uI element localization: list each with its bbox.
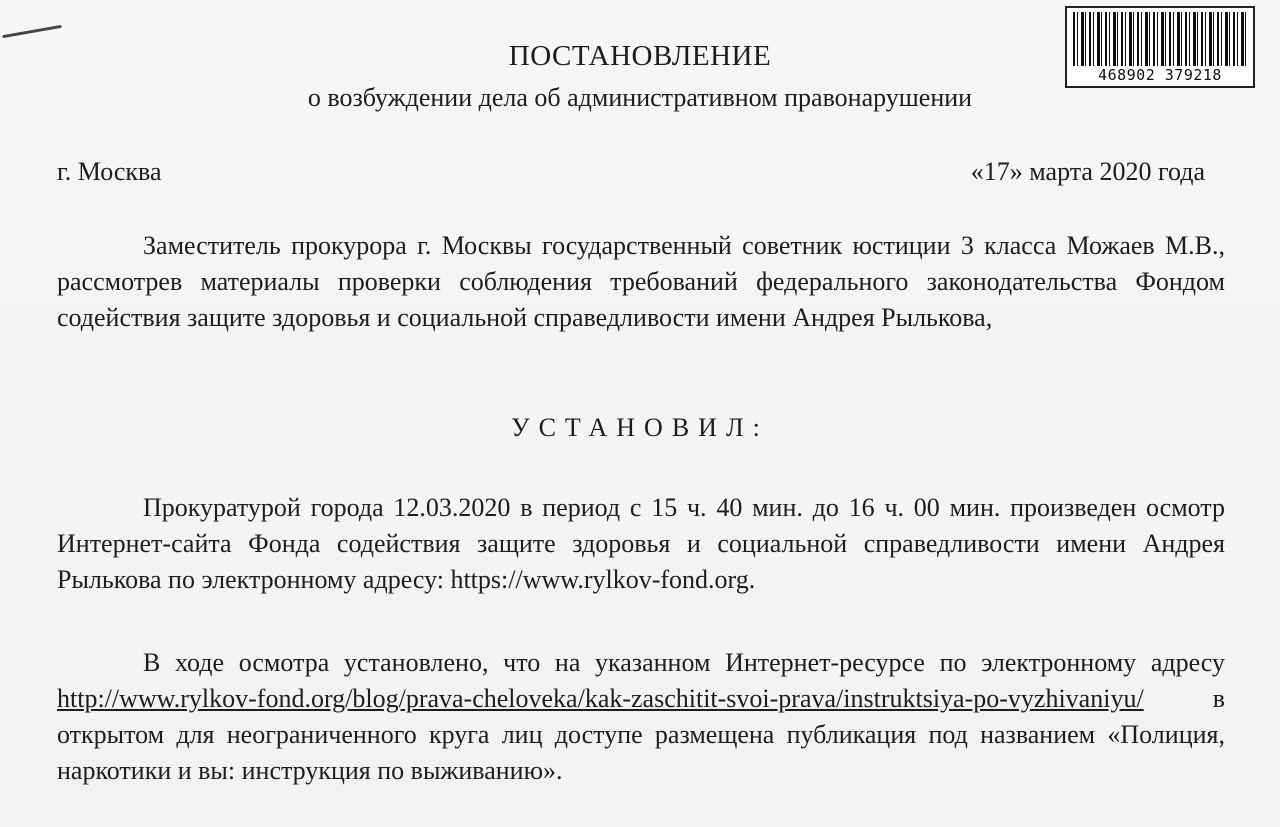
document-title: ПОСТАНОВЛЕНИЕ [508,40,772,72]
document-date: «17» марта 2020 года [970,157,1205,186]
paragraph-2-before: В ходе осмотра установлено, что на указанном Интернет-ресурсе по электронному адресу [143,648,1225,677]
paragraph-2-after: в открытом для неограниченного круга лиц доступе размещена публикация под названием «Полиция, наркотики и вы: инструкция по выживанию». [57,684,1225,785]
section-heading: УСТАНОВИЛ: [511,413,769,442]
barcode-number: 468902 379218 [1098,66,1222,84]
intro-paragraph [57,228,1225,336]
paragraph-1-text: Прокуратурой города 12.03.2020 в период с 15 ч. 40 мин. до 16 ч. 00 мин. произведен осмотр Интернет-сайта Фонда содействия защите здоровья и социальной справедливости имени Андрея Рылькова по электронному адресу: https://www.rylkov-fond.org. [57,493,1225,594]
paragraph-1 [57,490,1225,598]
pen-mark [2,25,62,38]
document-subtitle: о возбуждении дела об административном правонарушении [307,83,973,112]
paragraph-2-text [57,645,1225,789]
intro-text: Заместитель прокурора г. Москвы государственный советник юстиции 3 класса Можаев М.В., рассмотрев материалы проверки соблюдения требований федерального законодательства Фондом содействия защите здоровья и социальной справедливости имени Андрея Рылькова, [57,231,1225,332]
paragraph-2 [57,645,1225,789]
city: г. Москва [57,157,162,186]
publication-link[interactable]: http://www.rylkov-fond.org/blog/prava-cheloveka/kak-zaschitit-svoi-prava/instruktsiya-po-vyzhivaniyu/ [57,684,1144,713]
